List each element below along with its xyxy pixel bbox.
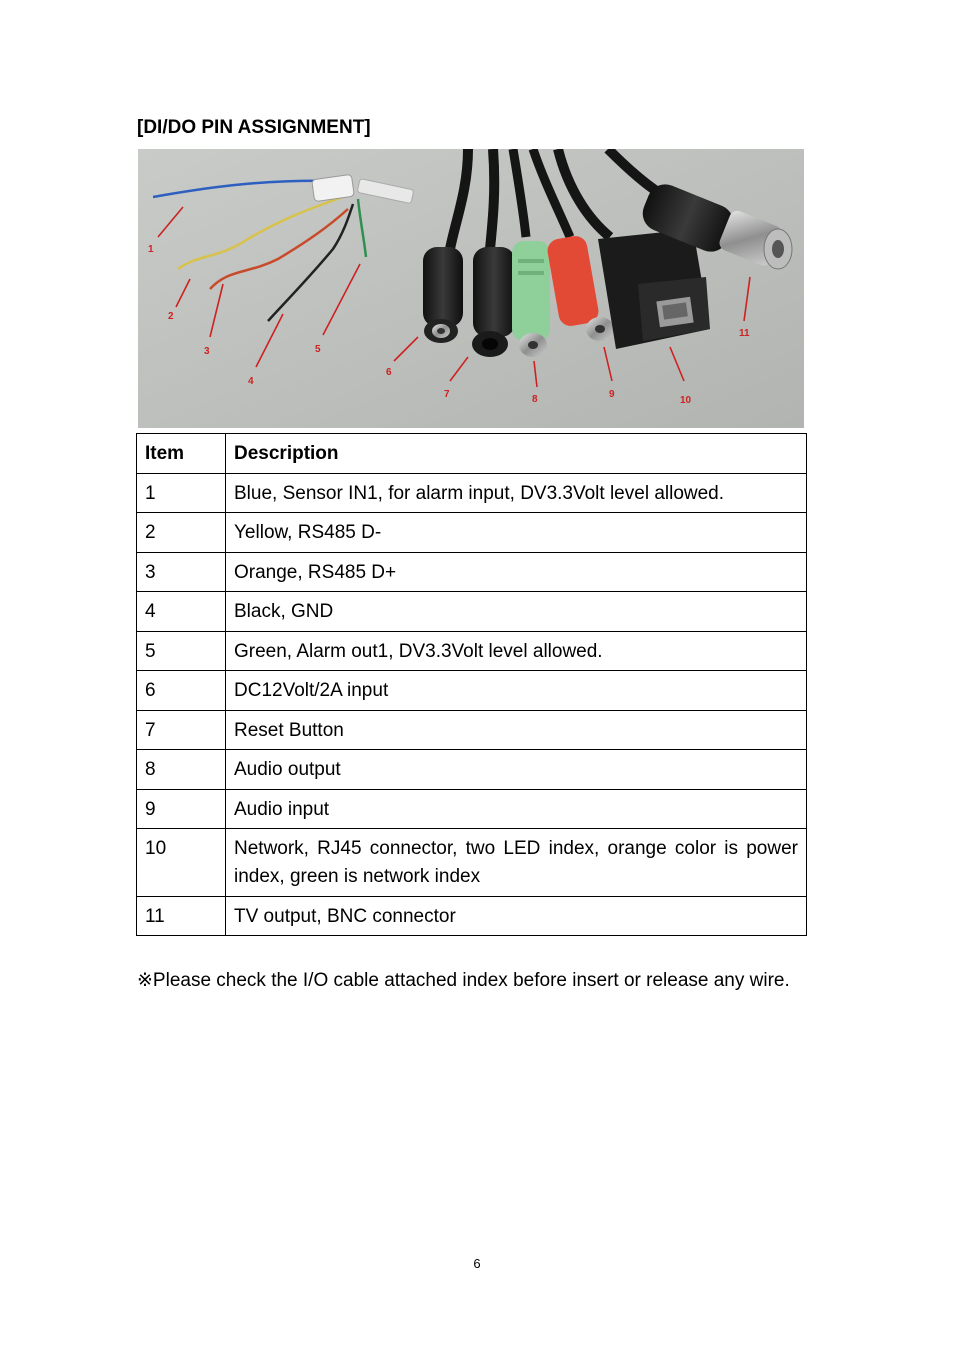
row-item: 4 <box>137 592 226 632</box>
table-header-row <box>137 434 807 474</box>
pin-assignment-table <box>136 433 807 936</box>
label-3: 3 <box>204 346 210 357</box>
row-description: Reset Button <box>226 710 807 750</box>
table-row <box>137 592 807 632</box>
table-row <box>137 631 807 671</box>
row-description: Black, GND <box>226 592 807 632</box>
label-11: 11 <box>739 328 750 339</box>
io-cable-note: ※Please check the I/O cable attached index before insert or release any wire. <box>137 970 790 991</box>
dc-jack <box>423 247 463 343</box>
row-item: 11 <box>137 896 226 936</box>
row-description: Yellow, RS485 D- <box>226 513 807 553</box>
table-row <box>137 829 807 896</box>
row-item: 6 <box>137 671 226 711</box>
row-description: Blue, Sensor IN1, for alarm input, DV3.3Volt level allowed. <box>226 473 807 513</box>
label-9: 9 <box>609 389 615 400</box>
row-description: DC12Volt/2A input <box>226 671 807 711</box>
cable-photo <box>138 149 804 428</box>
header-item: Item <box>137 434 226 474</box>
label-7: 7 <box>444 389 450 400</box>
label-8: 8 <box>532 394 538 405</box>
table-row <box>137 473 807 513</box>
row-item: 2 <box>137 513 226 553</box>
row-description: Audio input <box>226 789 807 829</box>
cable-illustration <box>138 149 804 428</box>
label-10: 10 <box>680 395 692 406</box>
table-row <box>137 896 807 936</box>
row-description: Green, Alarm out1, DV3.3Volt level allowed. <box>226 631 807 671</box>
table-row <box>137 513 807 553</box>
row-item: 8 <box>137 750 226 790</box>
table-row <box>137 750 807 790</box>
table-row <box>137 552 807 592</box>
row-description: Audio output <box>226 750 807 790</box>
row-description: Orange, RS485 D+ <box>226 552 807 592</box>
row-item: 3 <box>137 552 226 592</box>
row-item: 7 <box>137 710 226 750</box>
label-5: 5 <box>315 344 321 355</box>
label-2: 2 <box>168 311 174 322</box>
label-4: 4 <box>248 376 254 387</box>
rj45-connector <box>598 229 710 349</box>
label-6: 6 <box>386 367 392 378</box>
table-row <box>137 671 807 711</box>
row-description: TV output, BNC connector <box>226 896 807 936</box>
row-item: 1 <box>137 473 226 513</box>
row-item: 10 <box>137 829 226 896</box>
page-number: 6 <box>473 1256 481 1271</box>
table-row <box>137 789 807 829</box>
row-item: 5 <box>137 631 226 671</box>
header-description: Description <box>226 434 807 474</box>
label-1: 1 <box>148 244 154 255</box>
row-description: Network, RJ45 connector, two LED index, orange color is power index, green is network index <box>226 829 807 896</box>
section-heading: [DI/DO PIN ASSIGNMENT] <box>137 117 371 138</box>
row-item: 9 <box>137 789 226 829</box>
table-row <box>137 710 807 750</box>
